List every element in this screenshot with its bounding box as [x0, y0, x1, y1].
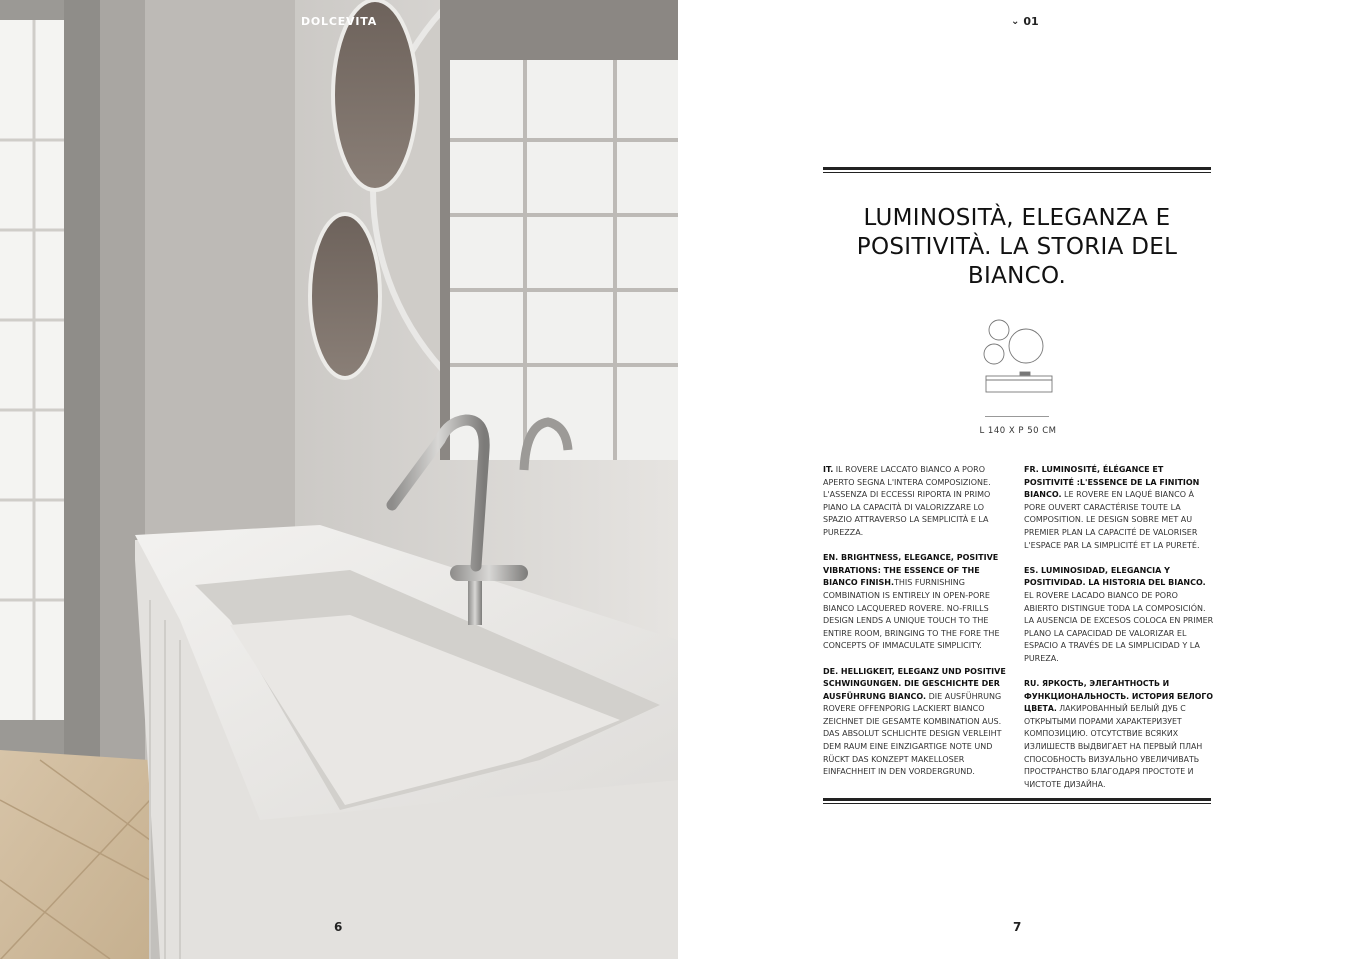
composition-diagram-icon [978, 318, 1058, 398]
chapter-number: 01 [1023, 15, 1039, 28]
paragraph-body: LE ROVERE EN LAQUÉ BIANCO À PORE OUVERT CARACTÉRISE TOUTE LA COMPOSITION. LE DESIGN SOBRE MET AU PREMIER PLAN LA CAPACITÉ DE VALORISER L'ESPACE PAR LA SIMPLICITÉ ET LA PURETÉ. [1024, 490, 1200, 550]
right-page [678, 0, 1356, 959]
page-number-left: 6 [334, 920, 343, 934]
paragraph-en [823, 552, 1013, 653]
brand-name: DOLCEVITA [300, 15, 378, 28]
page-number-right: 7 [1013, 920, 1022, 934]
paragraph-it [823, 464, 1013, 540]
paragraph-de [823, 666, 1013, 779]
paragraph-body: EL ROVERE LACADO BIANCO DE PORO ABIERTO DISTINGUE TODA LA COMPOSICIÓN. LA AUSENCIA DE EXCESOS COLOCA EN PRIMER PLANO LA CAPACIDAD DE VALORIZAR EL ESPACIO A TRAVÉS DE LA SIMPLICIDAD Y LA PUREZA. [1024, 590, 1214, 663]
dimension-line [985, 416, 1049, 417]
top-double-rule [823, 167, 1211, 173]
paragraph-lead: DE. HELLIGKEIT, ELEGANZ UND POSITIVE SCHWINGUNGEN. DIE GESCHICHTE DER AUSFÜHRUNG BIANCO. [823, 666, 1006, 701]
text-column-right [1024, 464, 1214, 804]
text-column-left [823, 464, 1013, 791]
paragraph-lead: ES. LUMINOSIDAD, ELEGANCIA Y POSITIVIDAD. LA HISTORIA DEL BIANCO. [1024, 565, 1206, 588]
bottom-double-rule [823, 798, 1211, 804]
paragraph-body: IL ROVERE LACCATO BIANCO A PORO APERTO SEGNA L'INTERA COMPOSIZIONE. L'ASSENZA DI ECCESSI RIPORTA IN PRIMO PIANO LA CAPACITÀ DI VALORIZZARE LO SPAZIO ATTRAVERSO LA SEMPLICITÀ E LA PUREZZA. [823, 465, 991, 537]
page-title: LUMINOSITÀ, ELEGANZA E POSITIVITÀ. LA STORIA DEL BIANCO. [856, 205, 1178, 289]
product-dimensions: L 140 X P 50 CM [979, 426, 1057, 436]
paragraph-body: ЛАКИРОВАННЫЙ БЕЛЫЙ ДУБ С ОТКРЫТЫМИ ПОРАМИ ХАРАКТЕРИЗУЕТ КОМПОЗИЦИЮ. ОТСУТСТВИЕ ВСЯКИХ ИЗЛИШЕСТВ ВЫДВИГАЕТ НА ПЕРВЫЙ ПЛАН СПОСОБНОСТЬ ВИЗУАЛЬНО УВЕЛИЧИВАТЬ ПРОСТРАНСТВО БЛАГОДАРЯ ПРОСТОТЕ И ЧИСТОТЕ ДИЗАЙНА. [1024, 704, 1203, 789]
paragraph-lead: FR. LUMINOSITÉ, ÉLÉGANCE ET POSITIVITÉ :L'ESSENCE DE LA FINITION BIANCO. [1024, 465, 1200, 500]
chevron-down-icon: ⌄ [1011, 16, 1020, 27]
paragraph-body: DIE AUSFÜHRUNG ROVERE OFFENPORIG LACKIERT BIANCO ZEICHNET DIE GESAMTE KOMBINATION AUS. DAS ABSOLUT SCHLICHTE DESIGN VERLEIHT DEM RAUM EINE EINZIGARTIGE NOTE UND RÜCKT DAS KONZEPT MAKELLOSER EINFACHHEIT IN DEN VORDERGRUND. [823, 691, 1002, 777]
paragraph-ru [1024, 678, 1214, 791]
paragraph-lead: IT. [823, 465, 834, 474]
paragraph-fr [1024, 464, 1214, 552]
paragraph-body: THIS FURNISHING COMBINATION IS ENTIRELY IN OPEN-PORE BIANCO LACQUERED ROVERE. NO-FRILLS DESIGN LENDS A UNIQUE TOUCH TO THE ENTIRE ROOM, BRINGING TO THE FORE THE CONCEPTS OF IMMACULATE SIMPLICITY. [823, 578, 1000, 651]
paragraph-lead: EN. BRIGHTNESS, ELEGANCE, POSITIVE VIBRATIONS: THE ESSENCE OF THE BIANCO FINISH. [823, 553, 999, 588]
paragraph-es [1024, 565, 1214, 666]
paragraph-lead: RU. ЯРКОСТЬ, ЭЛЕГАНТНОСТЬ И ФУНКЦИОНАЛЬНОСТЬ. ИСТОРИЯ БЕЛОГО ЦВЕТА. [1024, 679, 1213, 714]
chapter-marker[interactable] [1011, 15, 1039, 28]
